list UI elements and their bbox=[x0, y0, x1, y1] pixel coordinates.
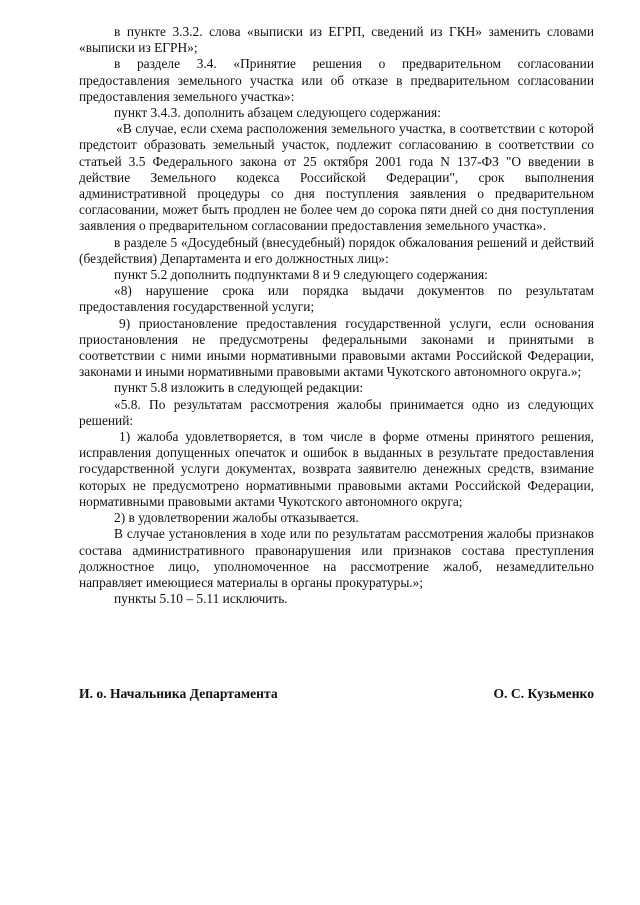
signature-position: И. о. Начальника Департамента bbox=[79, 686, 278, 701]
signature-name: О. С. Кузьменко bbox=[493, 686, 594, 701]
paragraph-subitem-9: 9) приостановление предоставления государственной услуги, если основания приостановления не предусмотрены федеральными законами и принятыми в соответствии с ними иными нормативными правовыми актами Российской Федерации, законами и иными нормативными правовыми актами Чукотского автономного округа.»; bbox=[79, 315, 594, 380]
paragraph-decision-1: 1) жалоба удовлетворяется, в том числе в форме отмены принятого решения, исправления допущенных опечаток и ошибок в выданных в результате предоставления государственной услуги документах, возврата заявителю денежных средств, взимание которых не предусмотрено нормативными правовыми актами Российской Федерации, нормативными правовыми актами Чукотского автономного округа; bbox=[79, 429, 594, 509]
paragraph-5-10-5-11: пункты 5.10 – 5.11 исключить. bbox=[114, 591, 288, 607]
paragraph-5-2: пункт 5.2 дополнить подпунктами 8 и 9 следующего содержания: bbox=[114, 267, 488, 283]
paragraph-3-3-2: в пункте 3.3.2. слова «выписки из ЕГРП, сведений из ГКН» заменить словами «выписки из ЕГРН»; bbox=[79, 24, 594, 56]
document-body bbox=[79, 24, 594, 607]
paragraph-3-4-3: пункт 3.4.3. дополнить абзацем следующего содержания: bbox=[114, 105, 441, 121]
paragraph-section-5: в разделе 5 «Досудебный (внесудебный) порядок обжалования решений и действий (бездействия) Департамента и его должностных лиц»: bbox=[79, 234, 594, 266]
signature-block bbox=[79, 686, 594, 702]
paragraph-5-8-intro: «5.8. По результатам рассмотрения жалобы принимается одно из следующих решений: bbox=[79, 396, 594, 428]
paragraph-subitem-8: «8) нарушение срока или порядка выдачи документов по результатам предоставления государственной услуги; bbox=[79, 283, 594, 315]
paragraph-5-8: пункт 5.8 изложить в следующей редакции: bbox=[114, 380, 364, 396]
paragraph-decision-2: 2) в удовлетворении жалобы отказывается. bbox=[114, 510, 359, 526]
paragraph-quote-3-4-3: «В случае, если схема расположения земельного участка, в соответствии с которой предстоит образовать земельный участок, подлежит согласованию в соответствии со статьей 3.5 Федерального закона от 25 октября 2001 года N 137-ФЗ "О введении в действие Земельного кодекса Российской Федерации", срок выполнения административной процедуры со дня поступления заявления о предварительном согласовании, может быть продлен не более чем до сорока пяти дней со дня поступления заявления о предварительном согласовании предоставления земельного участка». bbox=[79, 121, 594, 234]
paragraph-prosecution: В случае установления в ходе или по результатам рассмотрения жалобы признаков состава административного правонарушения или признаков состава преступления должностное лицо, уполномоченное на рассмотрение жалоб, незамедлительно направляет имеющиеся материалы в органы прокуратуры.»; bbox=[79, 526, 594, 590]
paragraph-section-3-4: в разделе 3.4. «Принятие решения о предварительном согласовании предоставления земельного участка или об отказе в предварительном согласовании предоставления земельного участка»: bbox=[79, 56, 594, 104]
